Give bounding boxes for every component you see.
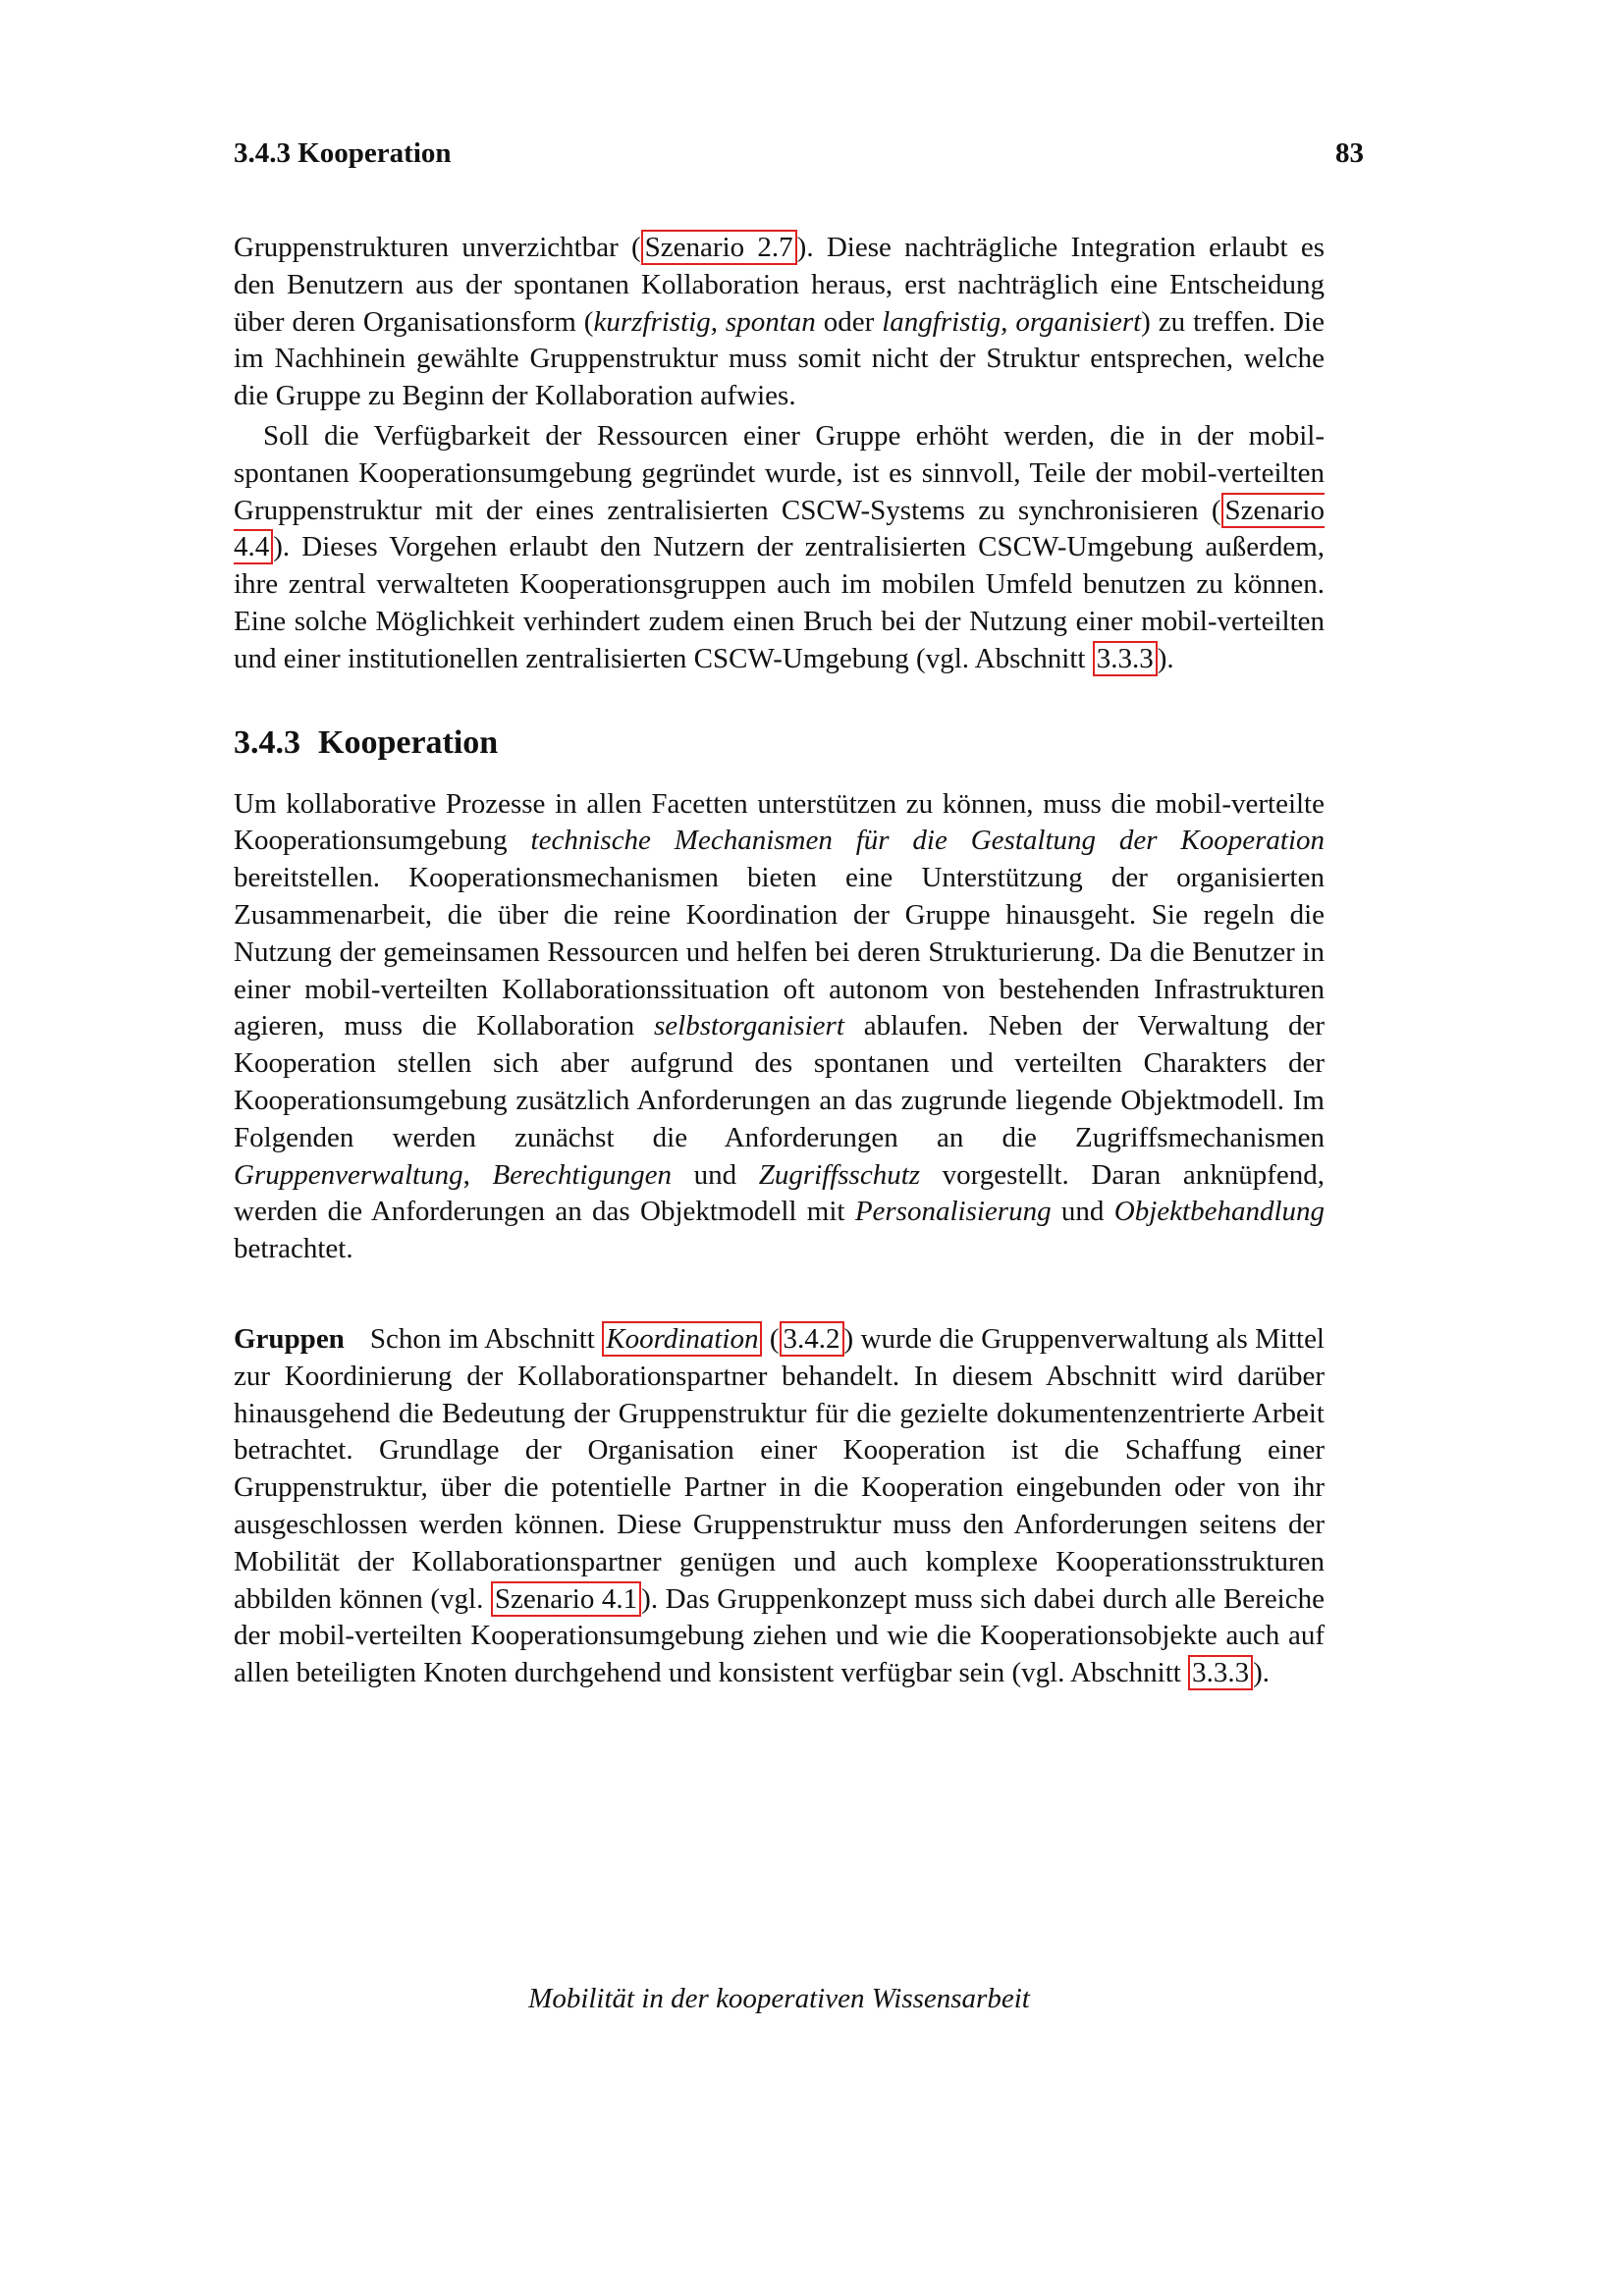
- text-span: Gruppenstrukturen unverzichtbar (: [234, 232, 641, 263]
- link-section-3-3-3-b[interactable]: 3.3.3: [1188, 1655, 1253, 1690]
- section-heading: [234, 723, 1325, 763]
- link-szenario-2-7[interactable]: Szenario 2.7: [641, 230, 797, 265]
- link-szenario-4-1[interactable]: Szenario 4.1: [491, 1581, 641, 1617]
- text-span: und: [671, 1158, 759, 1191]
- link-koordination[interactable]: Koordination: [602, 1321, 762, 1357]
- text-span: Um kollaborative Prozesse in allen Facetten unterstützen zu können, muss die mobil-verteilte Kooperationsumgebung: [234, 787, 1325, 857]
- section-title: Kooperation: [318, 723, 499, 761]
- emphasis: Personalisierung: [854, 1196, 1052, 1228]
- text-span: ) wurde die Gruppenverwaltung als Mittel zur Koordinierung der Kollaborationspartner behandelt. In diesem Abschnitt wird darüber hinausgehend die Bedeutung der Gruppenstruktur für die gezielte dokumentenzentrierte Arbeit betrachtet. Grundlage der Organisation einer Kooperation ist die Schaffung einer Gruppenstruktur, über die potentielle Partner in die Kooperation eingebunden oder von ihr ausgeschlossen werden können. Diese Gruppenstruktur muss den Anforderungen seitens der Mobilität der Kollaborationspartner genügen und auch komplexe Kooperationsstrukturen abbilden können (vgl.: [234, 1322, 1325, 1615]
- paragraph-4: [234, 1321, 1325, 1692]
- link-section-3-3-3[interactable]: 3.3.3: [1093, 641, 1158, 676]
- page-body: [234, 230, 1325, 1692]
- emphasis: Gruppenverwaltung: [234, 1158, 463, 1191]
- text-span: bereitstellen. Kooperationsmechanismen bieten eine Unterstützung der organisierten Zusammenarbeit, die über die reine Koordination der Gruppe hinausgeht. Sie regeln die Nutzung der gemeinsamen Ressourcen und helfen bei deren Strukturierung. Da die Benutzer in einer mobil-verteilten Kollaborationssituation oft autonom von bestehenden Infrastrukturen agieren, muss die Kollaboration: [234, 862, 1325, 1042]
- text-span: Schon im Abschnitt: [369, 1322, 603, 1355]
- page-footer: Mobilität in der kooperativen Wissensarbeit: [528, 1983, 1030, 2014]
- section-number: 3.4.3: [234, 723, 300, 761]
- text-span: und: [1051, 1196, 1114, 1228]
- paragraph-2: [234, 418, 1325, 678]
- text-span: Soll die Verfügbarkeit der Ressourcen einer Gruppe erhöht werden, die in der mobil-spontanen Kooperationsumgebung gegründet wurde, ist es sinnvoll, Teile der mobil-verteilten Gruppenstruktur mit der eines zentralisierten CSCW-Systems zu synchronisieren (: [234, 419, 1325, 526]
- text-span: ). Dieses Vorgehen erlaubt den Nutzern der zentralisierten CSCW-Umgebung außerdem, ihre zentral verwalteten Kooperationsgruppen auch im mobilen Umfeld benutzen zu können. Eine solche Möglichkeit verhindert zudem einen Bruch bei der Nutzung einer mobil-verteilten und einer institutionellen zentralisierten CSCW-Umgebung (vgl. Abschnitt: [234, 531, 1325, 674]
- emphasis: langfristig, organisiert: [882, 305, 1142, 338]
- running-header: [234, 137, 1364, 170]
- text-span: ,: [462, 1158, 493, 1191]
- emphasis: technische Mechanismen für die Gestaltung der Kooperation: [530, 825, 1326, 857]
- run-in-heading: Gruppen: [234, 1322, 345, 1355]
- paragraph-1: [234, 230, 1325, 415]
- text-span: (: [762, 1322, 780, 1355]
- text-span: betrachtet.: [234, 1233, 353, 1265]
- emphasis: Objektbehandlung: [1113, 1196, 1325, 1228]
- text-span: ablaufen. Neben der Verwaltung der Kooperation stellen sich aber aufgrund des spontanen und verteilten Charakters der Kooperationsumgebung zusätzlich Anforderungen an das zugrunde liegende Objektmodell. Im Folgenden werden zunächst die Anforderungen an die Zugriffsmechanismen: [234, 1010, 1325, 1153]
- text-span: ).: [1253, 1657, 1271, 1689]
- running-header-section: 3.4.3 Kooperation: [234, 137, 452, 169]
- link-section-3-4-2[interactable]: 3.4.2: [780, 1321, 844, 1357]
- text-span: vorgestellt. Daran anknüpfend, werden die Anforderungen an das Objektmodell mit: [234, 1158, 1326, 1228]
- emphasis: selbstorganisiert: [654, 1010, 844, 1042]
- text-span: oder: [815, 305, 883, 338]
- page-number: 83: [1335, 137, 1364, 169]
- paragraph-3: [234, 786, 1325, 1268]
- emphasis: kurzfristig, spontan: [593, 305, 816, 338]
- text-span: ). Diese nachträgliche Integration erlaubt es den Benutzern aus der spontanen Kollaboration heraus, erst nachträglich eine Entscheidung über deren Organisationsform (: [234, 232, 1325, 338]
- link-szenario-4-4[interactable]: Szenario 4.4: [234, 494, 1325, 563]
- text-span: ).: [1157, 642, 1174, 674]
- text-span: ). Das Gruppenkonzept muss sich dabei durch alle Bereiche der mobil-verteilten Kooperationsumgebung ziehen und wie die Kooperationsobjekte auch auf allen beteiligten Knoten durchgehend und konsistent verfügbar sein (vgl. Abschnitt: [234, 1582, 1325, 1689]
- emphasis: Berechtigungen: [492, 1158, 672, 1191]
- text-span: ) zu treffen. Die im Nachhinein gewählte Gruppenstruktur muss somit nicht der Struktur entsprechen, welche die Gruppe zu Beginn der Kollaboration aufwies.: [234, 305, 1325, 412]
- emphasis: Zugriffsschutz: [758, 1158, 921, 1191]
